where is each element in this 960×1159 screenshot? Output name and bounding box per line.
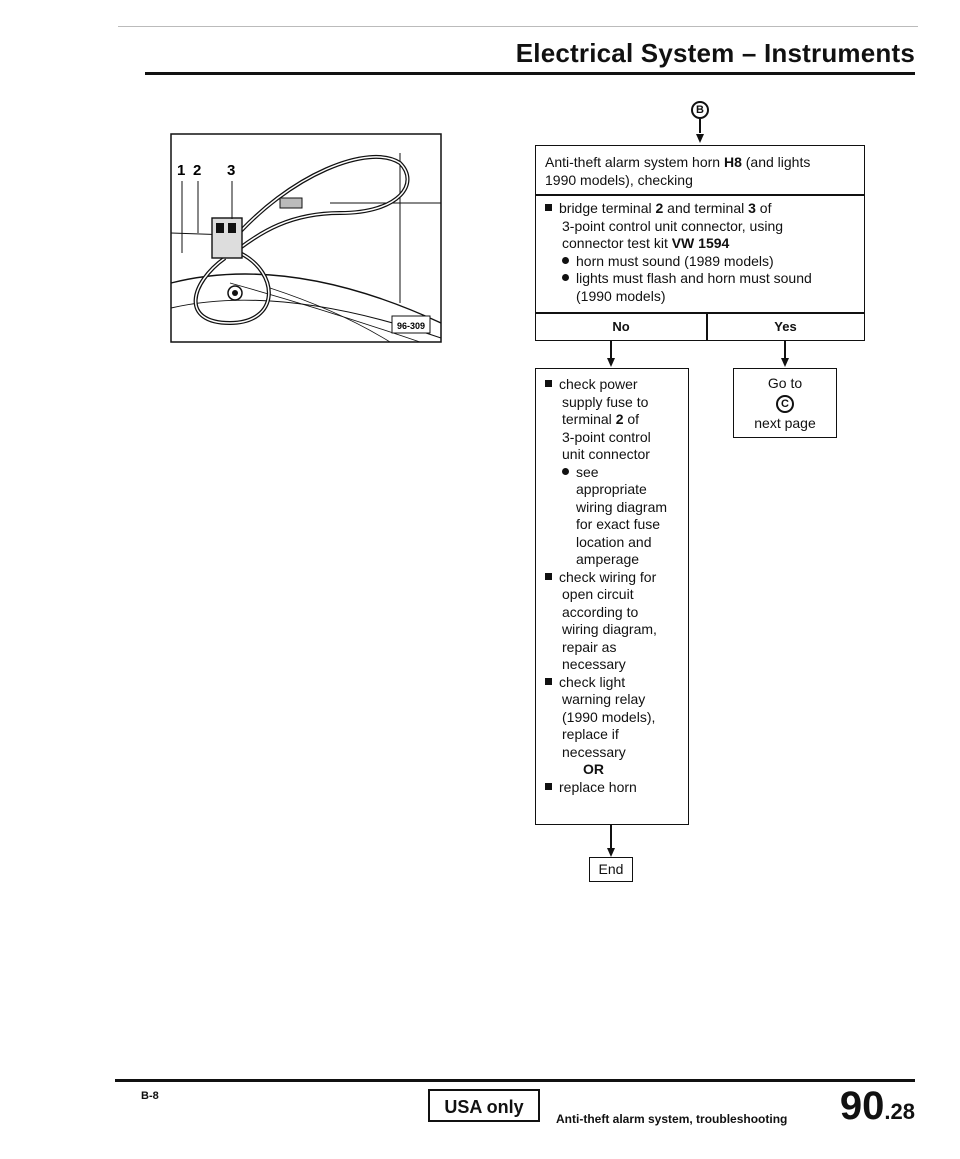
answers-row <box>536 313 864 340</box>
top-thin-rule <box>118 26 918 27</box>
goto-label: Go to <box>767 375 803 391</box>
page-left-label: B-8 <box>141 1090 159 1102</box>
yes-connector-line <box>784 341 786 359</box>
check-steps: bridge terminal 2 and terminal 3 of 3-point control unit connector, using connector test kit VW 1594 horn must sound (1989 models) lights must flash and horn must sound (1990 models) <box>545 200 858 305</box>
arrow-down-icon <box>696 134 704 143</box>
dot-bullet-icon <box>562 274 569 281</box>
answer-no: No <box>612 319 630 334</box>
yes-branch-box <box>733 368 837 438</box>
no-branch-box <box>535 368 689 825</box>
no-branch-steps: check power supply fuse to terminal 2 of 3-point control unit connector see appropriate wiring diagram for exact fuse location and amperage check wiring for open circuit according to wiring diagram, repair as necessary check light warning relay (1990 models), replace if necessary OR replace horn <box>545 376 684 796</box>
arrow-down-icon <box>607 848 615 857</box>
figure-ref-code: 96-309 <box>396 321 426 331</box>
region-badge: USA only <box>428 1089 540 1122</box>
answer-yes: Yes <box>774 319 797 334</box>
square-bullet-icon <box>545 380 552 387</box>
callout-3: 3 <box>227 162 236 179</box>
dot-bullet-icon <box>562 257 569 264</box>
arrow-down-icon <box>607 358 615 367</box>
header-rule <box>145 72 915 75</box>
or-label: OR <box>583 761 604 777</box>
end-box: End <box>589 857 633 882</box>
square-bullet-icon <box>545 573 552 580</box>
end-connector-line <box>610 825 612 849</box>
page-number: 90.28 <box>839 1084 915 1128</box>
connector-line <box>699 119 701 133</box>
page-title: Electrical System – Instruments <box>515 38 915 68</box>
callout-2: 2 <box>193 162 202 179</box>
no-connector-line <box>610 341 612 359</box>
footer-caption: Anti-theft alarm system, troubleshooting <box>556 1112 788 1126</box>
connector-test-illustration <box>170 133 442 343</box>
illustration-drawing <box>170 133 442 343</box>
square-bullet-icon <box>545 204 552 211</box>
marker-c-icon: C <box>776 395 794 413</box>
square-bullet-icon <box>545 783 552 790</box>
next-page-label: next page <box>754 415 816 431</box>
arrow-down-icon <box>781 358 789 367</box>
callout-1: 1 <box>177 162 186 179</box>
square-bullet-icon <box>545 678 552 685</box>
title-divider <box>536 194 864 196</box>
marker-b-icon: B <box>691 101 709 119</box>
check-title: Anti-theft alarm system horn H8 (and lights 1990 models), checking <box>545 154 811 188</box>
dot-bullet-icon <box>562 468 569 475</box>
footer-rule <box>115 1079 915 1082</box>
check-procedure-box <box>535 145 865 341</box>
